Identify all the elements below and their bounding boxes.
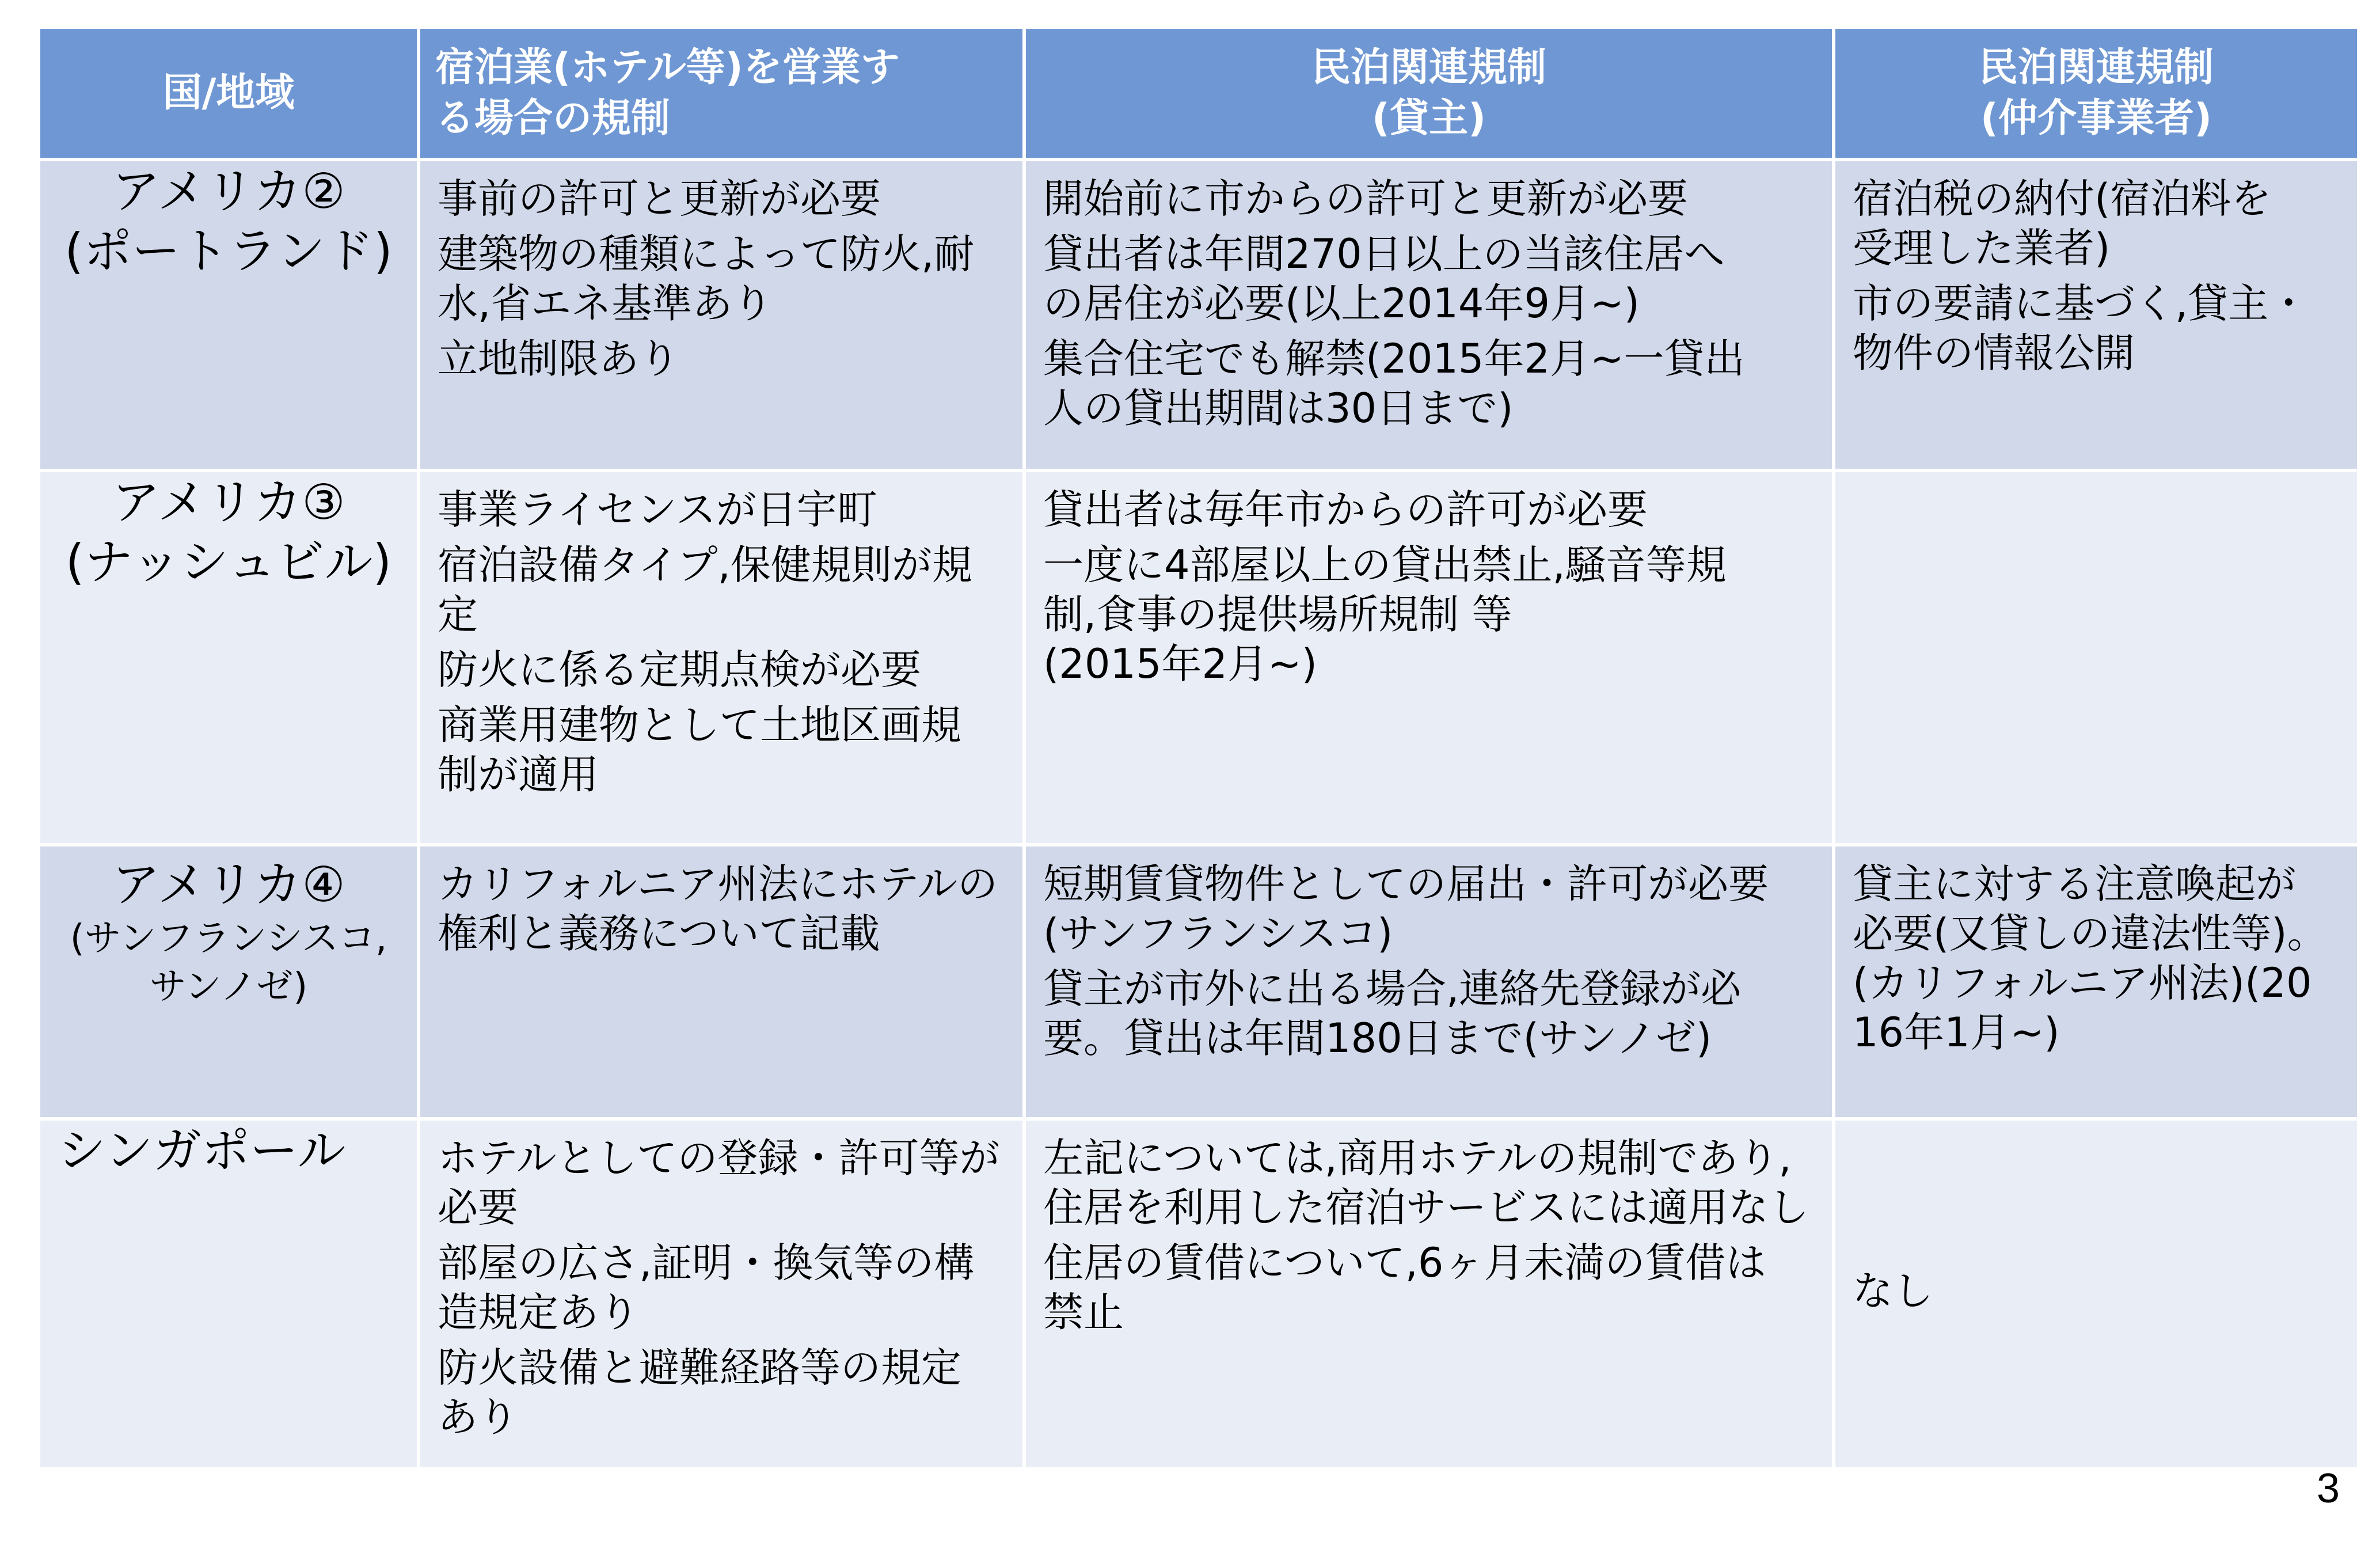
list-item: 貸主に対する注意喚起が 必要(又貸しの違法性等)。 (カリフォルニア州法)(20 16年1月~): [1853, 860, 2328, 1056]
list-item: 市の要請に基づく,貸主・ 物件の情報公開: [1853, 280, 2309, 377]
intermediary-regulation-cell: [1834, 470, 2359, 845]
country-cell: [39, 1119, 419, 1469]
hotel-regulation-cell: [419, 470, 1024, 845]
hotel-regulation-cell: [419, 1119, 1024, 1469]
country-region: (ポートランド): [64, 223, 393, 279]
regulation-table: [37, 25, 2360, 1471]
landlord-regulation-cell: [1024, 160, 1834, 470]
list-item: 事業ライセンスが日宇町: [438, 486, 877, 533]
list-item: 貸出者は年間270日以上の当該住居へ の居住が必要(以上2014年9月~): [1043, 230, 1725, 327]
header-line: 国/地域: [162, 70, 295, 116]
country-name: シンガポール: [58, 1122, 346, 1179]
country-cell: [39, 470, 419, 845]
list-item: 防火に係る定期点検が必要: [438, 646, 921, 693]
list-item: 部屋の広さ,証明・換気等の構 造規定あり: [438, 1239, 975, 1336]
list-item: ホテルとしての登録・許可等が 必要: [438, 1134, 1000, 1231]
list-item: 開始前に市からの許可と更新が必要: [1043, 175, 1688, 222]
list-item: なし: [1853, 1267, 1933, 1315]
header-line: (仲介事業者): [1980, 96, 2212, 141]
list-item: 住居の賃借について,6ヶ月未満の賃借は 禁止: [1043, 1239, 1766, 1336]
list-item: 商業用建物として土地区画規 制が適用: [438, 701, 961, 798]
header-row: [39, 27, 2359, 160]
list-item: 貸主が市外に出る場合,連絡先登録が必 要。貸出は年間180日まで(サンノゼ): [1043, 965, 1742, 1062]
list-item: 建築物の種類によって防火,耐 水,省エネ基準あり: [438, 230, 975, 327]
country-region: (サンフランシスコ, サンノゼ): [70, 917, 387, 1008]
header-intermediary-regulation: [1834, 27, 2359, 160]
list-item: 宿泊設備タイプ,保健規則が規 定: [438, 541, 972, 638]
header-line: 民泊関連規制: [1978, 45, 2214, 90]
intermediary-regulation-cell: [1834, 845, 2359, 1119]
list-item: 貸出者は毎年市からの許可が必要: [1043, 486, 1648, 533]
list-item: 短期賃貸物件としての届出・許可が必要 (サンフランシスコ): [1043, 860, 1769, 957]
header-landlord-regulation: [1024, 27, 1834, 160]
list-item: 左記については,商用ホテルの規制であり, 住居を利用した宿泊サービスには適用なし: [1043, 1134, 1809, 1231]
header-line: (貸主): [1371, 96, 1486, 141]
table-row: [39, 160, 2359, 470]
landlord-regulation-cell: [1024, 845, 1834, 1119]
header-line: 宿泊業(ホテル等)を営業す: [435, 45, 900, 90]
list-item: 事前の許可と更新が必要: [438, 175, 881, 222]
hotel-regulation-cell: [419, 845, 1024, 1119]
header-line: る場合の規制: [435, 96, 671, 141]
country-cell: [39, 160, 419, 470]
country-cell: [39, 845, 419, 1119]
page-number: 3: [2316, 1466, 2340, 1512]
header-hotel-regulation: [419, 27, 1024, 160]
list-item: 集合住宅でも解禁(2015年2月~一貸出 人の貸出期間は30日まで): [1043, 335, 1745, 432]
country-name: アメリカ④: [112, 856, 345, 913]
list-item: 宿泊税の納付(宿泊料を 受理した業者): [1853, 175, 2272, 272]
list-item: 一度に4部屋以上の貸出禁止,騒音等規 制,食事の提供場所規制 等 (2015年2月~): [1043, 541, 1727, 688]
country-region: (ナッシュビル): [65, 534, 392, 590]
country-name: アメリカ②: [112, 163, 345, 219]
header-line: 民泊関連規制: [1311, 45, 1546, 90]
landlord-regulation-cell: [1024, 1119, 1834, 1469]
list-item: 立地制限あり: [438, 335, 679, 382]
country-name: アメリカ③: [112, 474, 345, 530]
table-row: [39, 845, 2359, 1119]
landlord-regulation-cell: [1024, 470, 1834, 845]
table-row: [39, 470, 2359, 845]
list-item: カリフォルニア州法にホテルの 権利と義務について記載: [438, 860, 998, 957]
hotel-regulation-cell: [419, 160, 1024, 470]
header-country: [39, 27, 419, 160]
list-item: 防火設備と避難経路等の規定 あり: [438, 1344, 961, 1441]
intermediary-regulation-cell: [1834, 1119, 2359, 1469]
intermediary-regulation-cell: [1834, 160, 2359, 470]
table-row: [39, 1119, 2359, 1469]
